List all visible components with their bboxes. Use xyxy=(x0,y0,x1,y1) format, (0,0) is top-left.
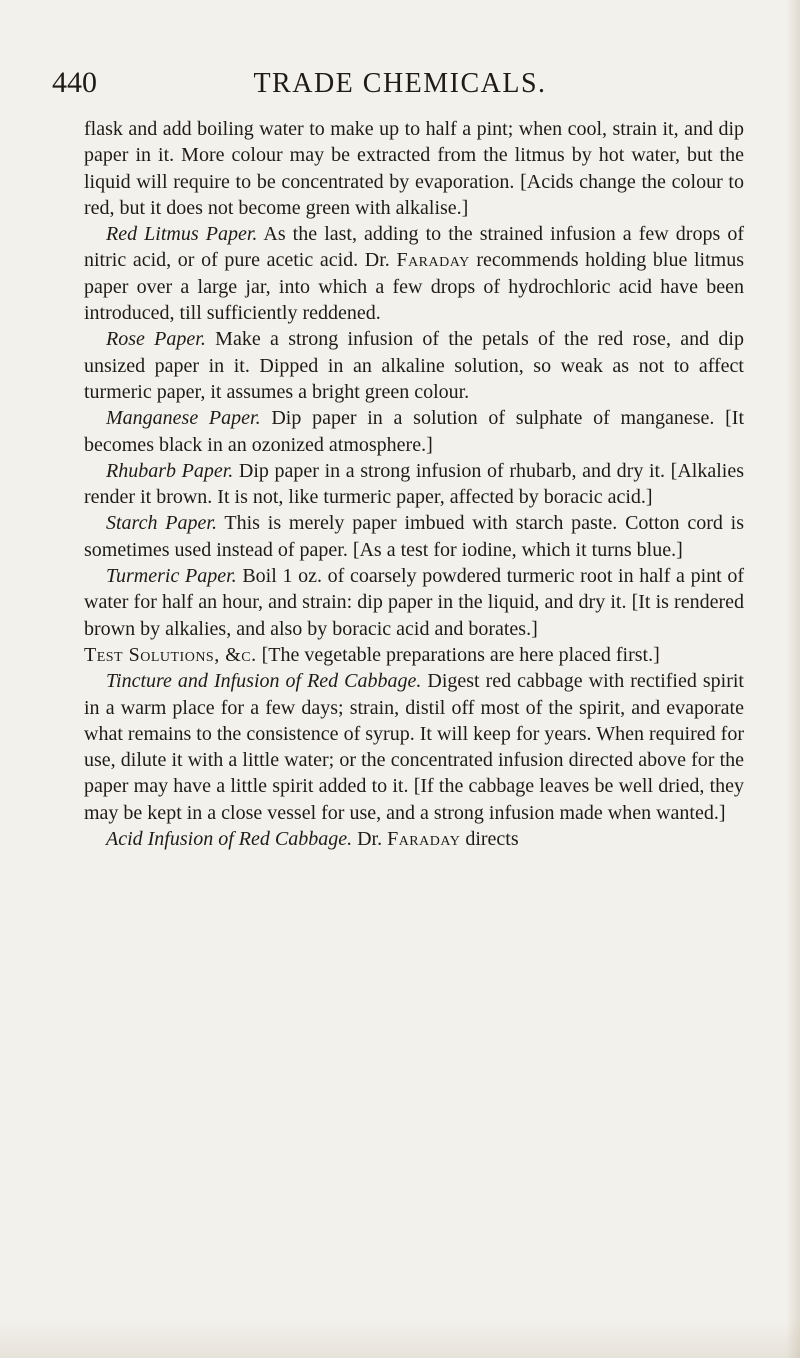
page-number: 440 xyxy=(52,66,97,99)
paragraph-text: [The vegetable preparations are here placed first.] xyxy=(256,643,660,666)
paragraph-text: Digest red cabbage with rectified spirit in a warm place for a few days; strain, distil off most of the spirit, and evaporate what remains to the consistence of syrup. It will keep for years. When required for use, dilute it with a little water; or the concentrated infusion directed above for the paper may have a little spirit added to it. [If the cabbage leaves be well dried, they may be kept in a close vessel for use, and a strong infusion made when wanted.] xyxy=(84,670,744,824)
running-head: TRADE CHEMICALS. xyxy=(253,68,547,99)
paragraph-text: As the last, adding to the strained infusion a few drops of nitric acid, or of pure acetic acid. Dr. xyxy=(84,223,744,272)
paragraph-test-solutions xyxy=(84,642,744,668)
section-heading: Test Solutions, &c. xyxy=(84,643,257,666)
author-name: Faraday xyxy=(387,828,461,851)
paragraph-litmus-continuation xyxy=(84,116,744,221)
entry-title: Turmeric Paper. xyxy=(106,565,237,588)
paragraph-rhubarb-paper xyxy=(84,458,744,511)
author-name: Faraday xyxy=(396,249,470,272)
entry-title: Starch Paper. xyxy=(106,512,217,535)
page-edge-shadow xyxy=(786,0,800,1358)
paragraph-red-litmus-paper xyxy=(84,221,744,326)
entry-title: Tincture and Infusion of Red Cabbage. xyxy=(106,670,422,693)
paragraph-starch-paper xyxy=(84,510,744,563)
page-header xyxy=(0,64,800,112)
paragraph-text: Dip paper in a solution of sulphate of manganese. [It becomes black in an ozonized atmosphere.] xyxy=(84,407,745,456)
body-text xyxy=(84,116,744,852)
paragraph-text: This is merely paper imbued with starch paste. Cotton cord is sometimes used instead of paper. [As a test for iodine, which it turns blue.] xyxy=(84,512,745,561)
paragraph-text: Make a strong infusion of the petals of the red rose, and dip unsized paper in it. Dipped in an alkaline solution, so weak as not to affect turmeric paper, it assumes a bright green colour. xyxy=(84,328,744,403)
paragraph-turmeric-paper xyxy=(84,563,744,642)
paragraph-text: Dip paper in a strong infusion of rhubarb, and dry it. [Alkalies render it brown. It is not, like turmeric paper, affected by boracic acid.] xyxy=(84,459,744,509)
entry-title: Manganese Paper. xyxy=(106,407,261,430)
page-bottom-shadow xyxy=(0,1318,800,1358)
entry-title: Rose Paper. xyxy=(106,328,206,351)
paragraph-manganese-paper xyxy=(84,405,744,458)
paragraph-red-cabbage-tincture xyxy=(84,668,744,826)
entry-title: Red Litmus Paper. xyxy=(106,223,258,246)
paragraph-text: flask and add boiling water to make up to half a pint; when cool, strain it, and dip paper in it. More colour may be extracted from the litmus by hot water, but the liquid will require to be concentrated by evaporation. [Acids change the colour to red, but it does not become green with alkalise.] xyxy=(84,118,744,219)
paragraph-acid-infusion xyxy=(84,826,744,852)
paragraph-text: Boil 1 oz. of coarsely powdered turmeric root in half a pint of water for half an hour, and strain: dip paper in the liquid, and dry it. [It is rendered brown by alkalies, and also by boracic acid and borates.] xyxy=(84,565,745,640)
paragraph-text: recommends holding blue litmus paper over a large jar, into which a few drops of hydrochloric acid have been introduced, till sufficiently reddened. xyxy=(84,249,744,325)
paragraph-rose-paper xyxy=(84,326,744,405)
entry-title: Rhubarb Paper. xyxy=(106,459,234,482)
entry-title: Acid Infusion of Red Cabbage. xyxy=(106,828,353,851)
paragraph-text: directs xyxy=(460,828,519,851)
paragraph-text: Dr. xyxy=(352,828,388,851)
